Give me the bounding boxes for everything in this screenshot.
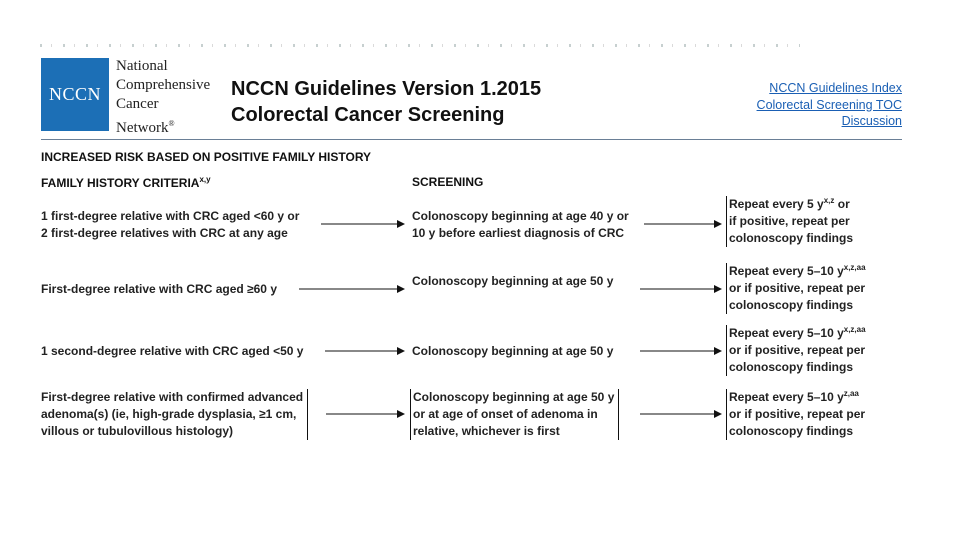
followup-line: Repeat every 5–10 $y^{x,z,aa}$ — [729, 325, 866, 340]
footnote-ref: z,aa — [843, 389, 859, 398]
screening-line: or at age of onset of adenoma in — [413, 407, 598, 421]
family-history-heading: FAMILY HISTORY CRITERIA$^{x,y}$ — [41, 175, 211, 190]
discussion-link[interactable]: Discussion — [841, 114, 902, 128]
criteria-line: 1 first-degree relative with CRC aged <60 y or — [41, 209, 300, 223]
criteria-line: 1 second-degree relative with CRC aged <50 y — [41, 344, 304, 358]
followup-line: Repeat every 5 $y^{x,z}$ or — [729, 196, 850, 211]
followup-line: or if positive, repeat per — [729, 407, 866, 421]
footnote-ref: x,z — [823, 196, 835, 205]
followup-line: colonoscopy findings — [729, 231, 854, 245]
logo-word: Network® — [116, 119, 175, 136]
screening-line: Colonoscopy beginning at age 50 y — [412, 274, 614, 288]
followup-line: colonoscopy findings — [729, 424, 854, 438]
screening-line: Colonoscopy beginning at age 40 y or — [412, 209, 629, 223]
followup-line: colonoscopy findings — [729, 360, 854, 374]
criteria-line: adenoma(s) (ie, high-grade dysplasia, ≥1 cm, — [41, 407, 297, 421]
logo-word: National — [116, 58, 168, 74]
guidelines-version-title: NCCN Guidelines Version 1.2015 — [231, 78, 542, 100]
screening-heading: SCREENING — [412, 175, 484, 189]
screening-line: relative, whichever is first — [413, 424, 560, 438]
followup-line: Repeat every 5–10 $y^{x,z,aa}$ — [729, 263, 866, 278]
registered-mark: ® — [168, 119, 175, 128]
screening-toc-link[interactable]: Colorectal Screening TOC — [756, 97, 902, 112]
criteria-line: First-degree relative with confirmed advanced — [41, 390, 304, 404]
screening-line: 10 y before earliest diagnosis of CRC — [412, 226, 625, 240]
guidelines-index-link[interactable]: NCCN Guidelines Index — [769, 81, 902, 95]
footnote-ref: x,y — [199, 175, 211, 184]
logo-word: Cancer — [116, 96, 159, 112]
logo-word: Comprehensive — [116, 77, 211, 93]
guidelines-topic-title: Colorectal Cancer Screening — [231, 104, 505, 126]
followup-line: if positive, repeat per — [729, 214, 850, 228]
screening-line: Colonoscopy beginning at age 50 y — [413, 390, 615, 404]
screening-line: Colonoscopy beginning at age 50 y — [412, 344, 614, 358]
criteria-line: 2 first-degree relatives with CRC at any age — [41, 226, 288, 240]
section-title: INCREASED RISK BASED ON POSITIVE FAMILY HISTORY — [41, 150, 372, 164]
footnote-ref: x,z,aa — [843, 325, 866, 334]
criteria-line: villous or tubulovillous histology) — [41, 424, 233, 438]
followup-line: or if positive, repeat per — [729, 343, 866, 357]
nccn-logo-mark: NCCN — [41, 58, 109, 131]
followup-line: or if positive, repeat per — [729, 281, 866, 295]
followup-line: Repeat every 5–10 $y^{z,aa}$ — [729, 389, 859, 404]
criteria-line: First-degree relative with CRC aged ≥60 y — [41, 282, 277, 296]
followup-line: colonoscopy findings — [729, 298, 854, 312]
footnote-ref: x,z,aa — [843, 263, 866, 272]
